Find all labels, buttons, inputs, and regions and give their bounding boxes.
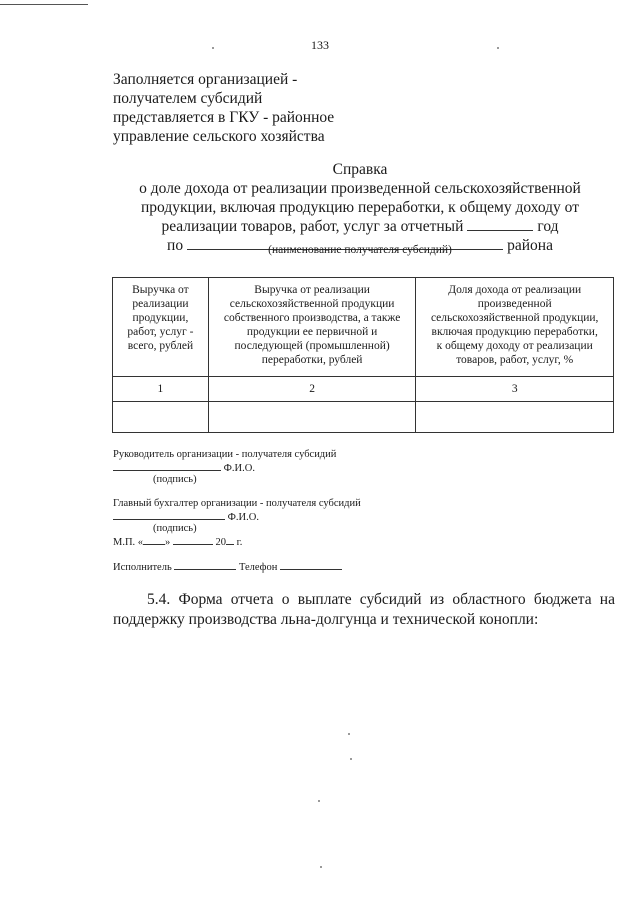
certificate-line: о доле дохода от реализации произведенной сельскохозяйственной	[139, 180, 581, 197]
cell-total-revenue[interactable]	[113, 402, 209, 433]
table-row-data	[113, 402, 614, 433]
head-fio-label: Ф.И.О.	[223, 463, 255, 474]
period-blank[interactable]	[467, 218, 533, 231]
accountant-signature-label: Главный бухгалтер организации - получателя субсидий	[113, 498, 361, 509]
head-signature-label: Руководитель организации - получателя субсидий	[113, 449, 337, 460]
certificate-line-period	[0, 217, 640, 236]
executor-line	[113, 560, 342, 574]
table-row-numbers	[113, 377, 614, 402]
column-header-agri-revenue: Выручка от реализации сельскохозяйственной продукции собственного производства, а также продукции ее первичной и последующей (промышленной) переработки, рублей	[208, 278, 416, 377]
year-label: год	[537, 218, 559, 235]
executor-label: Исполнитель	[113, 562, 172, 573]
accountant-fio-label: Ф.И.О.	[227, 512, 259, 523]
scan-speck	[497, 47, 499, 49]
column-number: 2	[208, 377, 416, 402]
column-number: 3	[416, 377, 614, 402]
certificate-line: продукции, включая продукцию переработки, к общему доходу от	[140, 199, 579, 216]
certificate-title: Справка	[332, 161, 388, 178]
header-note-line: управление сельского хозяйства	[113, 128, 325, 145]
mp-quote: »	[165, 537, 171, 548]
year-prefix: 20	[215, 537, 227, 548]
district-label: района	[507, 237, 553, 254]
mp-prefix: М.П. «	[113, 537, 144, 548]
scan-speck	[212, 47, 214, 49]
day-blank[interactable]	[143, 535, 165, 545]
phone-blank[interactable]	[280, 560, 342, 570]
income-share-table	[112, 277, 614, 433]
year-suffix: г.	[236, 537, 243, 548]
head-sign-caption: (подпись)	[153, 474, 197, 485]
head-signature-line	[113, 461, 255, 475]
header-note-line: получателем субсидий	[113, 90, 263, 107]
header-note-line: представляется в ГКУ - районное	[113, 109, 335, 126]
scan-speck	[348, 733, 350, 735]
head-signature-blank[interactable]	[113, 461, 221, 471]
organization-caption: (наименование получателя субсидий)	[268, 244, 452, 256]
year-blank[interactable]	[226, 535, 234, 545]
month-blank[interactable]	[173, 535, 213, 545]
po-label: по	[167, 237, 184, 254]
section-heading: 5.4. Форма отчета о выплате субсидий из областного бюджета на поддержку производства льна-долгунца и технической конопли:	[113, 591, 615, 628]
accountant-signature-blank[interactable]	[113, 510, 225, 520]
certificate-title-block	[0, 160, 640, 255]
period-label: реализации товаров, работ, услуг за отчетный	[161, 218, 464, 235]
phone-label: Телефон	[238, 562, 278, 573]
page-number: 133	[311, 38, 329, 52]
scan-speck	[320, 866, 322, 868]
header-note-line: Заполняется организацией -	[113, 71, 298, 88]
accountant-signature-line	[113, 510, 259, 524]
column-number: 1	[113, 377, 209, 402]
accountant-sign-caption: (подпись)	[153, 523, 197, 534]
cell-agri-revenue[interactable]	[208, 402, 416, 433]
header-note	[113, 70, 334, 146]
column-header-total-revenue: Выручка от реализации продукции, работ, услуг - всего, рублей	[113, 278, 209, 377]
executor-blank[interactable]	[174, 560, 236, 570]
cell-income-share[interactable]	[416, 402, 614, 433]
column-header-income-share: Доля дохода от реализации произведенной сельскохозяйственной продукции, включая продукцию переработки, к общему доходу от реализации товаров, работ, услуг, %	[416, 278, 614, 377]
scan-speck	[318, 800, 320, 802]
stamp-date-line	[113, 535, 242, 549]
scan-speck	[350, 758, 352, 760]
top-rule	[0, 4, 88, 5]
